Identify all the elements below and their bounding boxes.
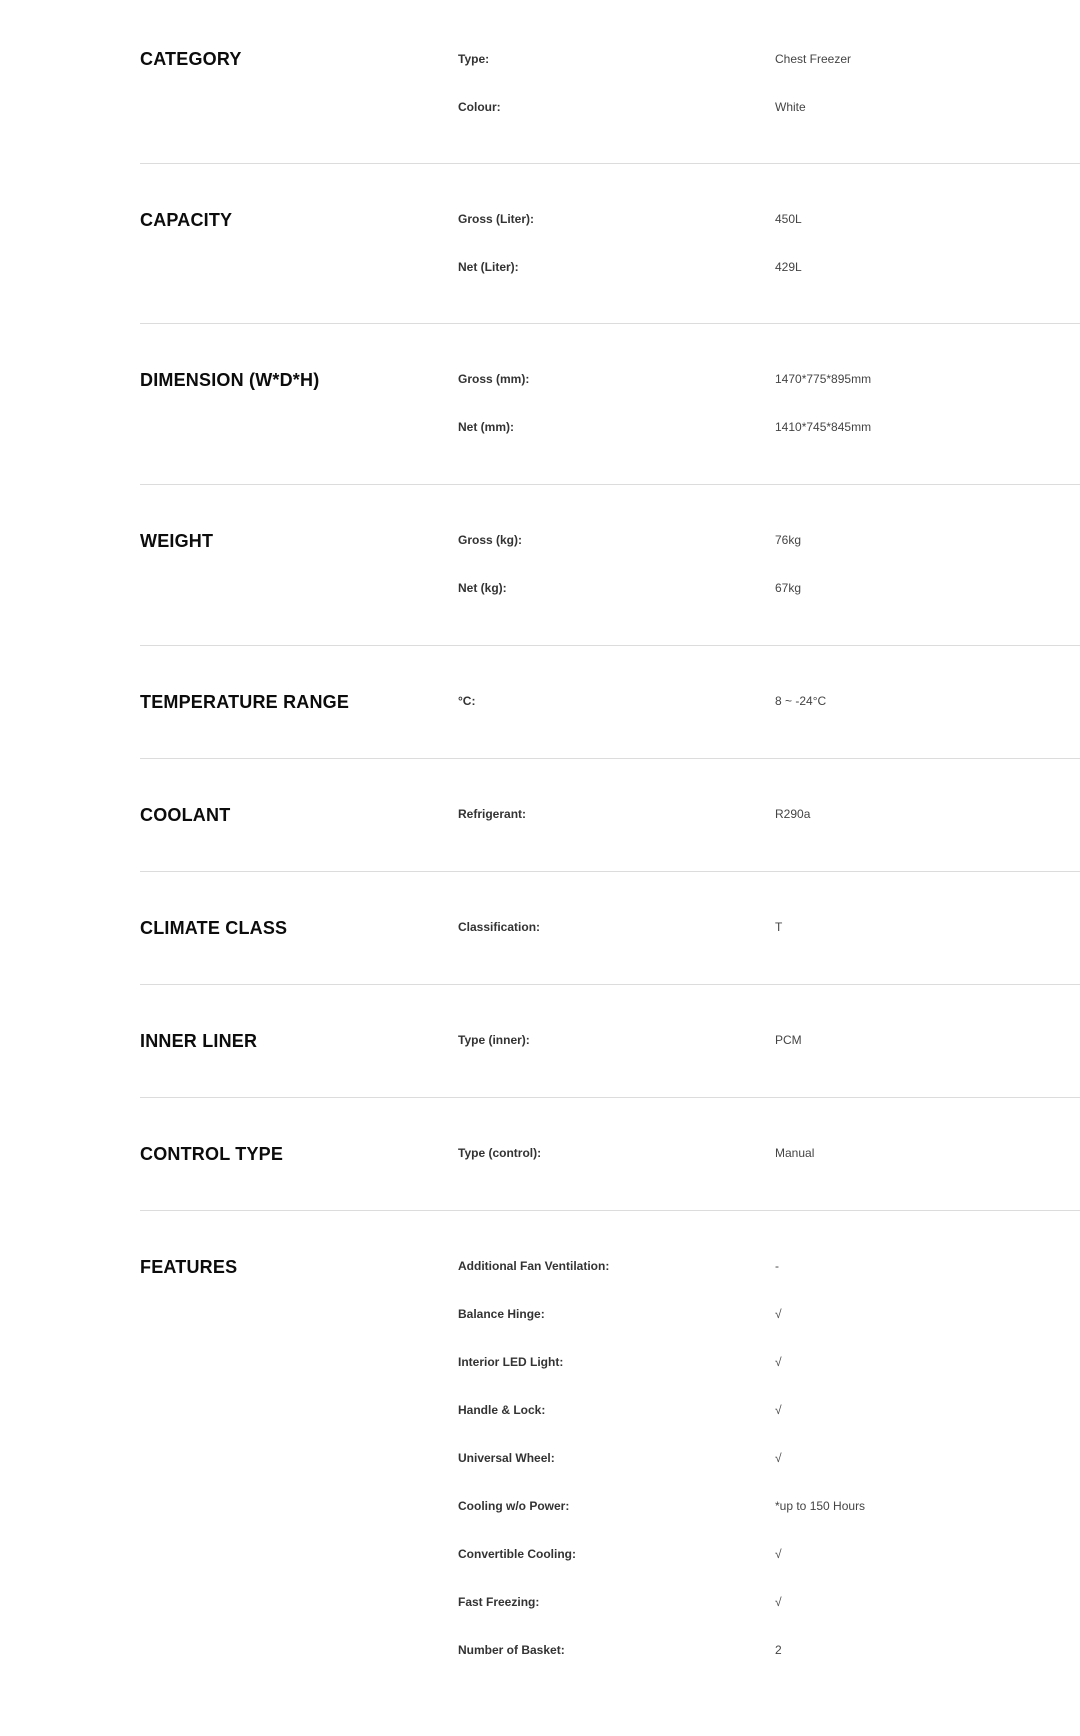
spec-value: 2 bbox=[775, 1643, 782, 1657]
spec-row bbox=[140, 49, 1080, 69]
spec-section-dimension bbox=[140, 324, 1080, 485]
section-title: COOLANT bbox=[140, 805, 231, 825]
spec-label: Universal Wheel: bbox=[458, 1451, 555, 1465]
spec-value: *up to 150 Hours bbox=[775, 1499, 866, 1513]
spec-row bbox=[140, 1544, 1080, 1564]
spec-label: Cooling w/o Power: bbox=[458, 1499, 570, 1513]
spec-row bbox=[140, 1448, 1080, 1468]
spec-section-features bbox=[140, 1211, 1080, 1736]
spec-label: Type (control): bbox=[458, 1146, 542, 1160]
spec-row bbox=[140, 369, 1080, 389]
spec-value: 67kg bbox=[775, 581, 802, 595]
spec-row bbox=[140, 1592, 1080, 1612]
spec-label: Colour: bbox=[458, 100, 501, 114]
spec-value: T bbox=[775, 920, 783, 934]
spec-section-climate-class bbox=[140, 872, 1080, 985]
spec-row bbox=[140, 257, 1080, 277]
section-title: INNER LINER bbox=[140, 1031, 258, 1051]
spec-label: Type: bbox=[458, 52, 490, 66]
spec-section-coolant bbox=[140, 759, 1080, 872]
spec-row bbox=[140, 917, 1080, 937]
spec-section-category bbox=[140, 0, 1080, 164]
spec-row bbox=[140, 417, 1080, 437]
spec-row bbox=[140, 578, 1080, 598]
spec-label: Additional Fan Ventilation: bbox=[458, 1259, 610, 1273]
spec-value: 450L bbox=[775, 212, 802, 226]
spec-row bbox=[140, 1030, 1080, 1050]
spec-row bbox=[140, 1256, 1080, 1276]
spec-value: 1470*775*895mm bbox=[775, 372, 872, 386]
spec-label: Balance Hinge: bbox=[458, 1307, 545, 1321]
spec-value: √ bbox=[775, 1451, 782, 1465]
section-title: DIMENSION (W*D*H) bbox=[140, 370, 320, 390]
spec-label: Type (inner): bbox=[458, 1033, 530, 1047]
spec-label: Net (Liter): bbox=[458, 260, 519, 274]
spec-label: Handle & Lock: bbox=[458, 1403, 546, 1417]
spec-value: 8 ~ -24°C bbox=[775, 694, 827, 708]
section-title: CAPACITY bbox=[140, 210, 233, 230]
section-title: CATEGORY bbox=[140, 49, 242, 69]
spec-value: PCM bbox=[775, 1033, 802, 1047]
spec-label: Classification: bbox=[458, 920, 541, 934]
spec-label: Fast Freezing: bbox=[458, 1595, 540, 1609]
section-title: CONTROL TYPE bbox=[140, 1144, 284, 1164]
spec-value: Manual bbox=[775, 1146, 815, 1160]
spec-row bbox=[140, 1400, 1080, 1420]
spec-value: Chest Freezer bbox=[775, 52, 852, 66]
spec-label: Interior LED Light: bbox=[458, 1355, 564, 1369]
spec-label: Refrigerant: bbox=[458, 807, 527, 821]
spec-label: Gross (Liter): bbox=[458, 212, 535, 226]
spec-row bbox=[140, 804, 1080, 824]
spec-row bbox=[140, 1640, 1080, 1660]
spec-section-capacity bbox=[140, 164, 1080, 324]
spec-value: √ bbox=[775, 1307, 782, 1321]
spec-label: Net (mm): bbox=[458, 420, 514, 434]
spec-section-inner-liner bbox=[140, 985, 1080, 1098]
spec-label: Number of Basket: bbox=[458, 1643, 565, 1657]
spec-label: Net (kg): bbox=[458, 581, 507, 595]
section-title: TEMPERATURE RANGE bbox=[140, 692, 350, 712]
spec-value: 429L bbox=[775, 260, 802, 274]
spec-value: R290a bbox=[775, 807, 811, 821]
spec-section-weight bbox=[140, 485, 1080, 646]
spec-row bbox=[140, 1304, 1080, 1324]
spec-section-temperature-range bbox=[140, 646, 1080, 759]
section-title: CLIMATE CLASS bbox=[140, 918, 288, 938]
spec-value: 1410*745*845mm bbox=[775, 420, 872, 434]
section-title: FEATURES bbox=[140, 1257, 238, 1277]
spec-value: - bbox=[775, 1259, 779, 1273]
spec-value: White bbox=[775, 100, 806, 114]
spec-row bbox=[140, 209, 1080, 229]
spec-row bbox=[140, 691, 1080, 711]
spec-value: √ bbox=[775, 1547, 782, 1561]
spec-value: √ bbox=[775, 1595, 782, 1609]
spec-value: 76kg bbox=[775, 533, 802, 547]
spec-value: √ bbox=[775, 1355, 782, 1369]
spec-row bbox=[140, 1496, 1080, 1516]
spec-label: Gross (kg): bbox=[458, 533, 523, 547]
spec-row bbox=[140, 1352, 1080, 1372]
spec-value: √ bbox=[775, 1403, 782, 1417]
spec-section-control-type bbox=[140, 1098, 1080, 1211]
spec-label: °C: bbox=[458, 694, 476, 708]
spec-row bbox=[140, 1143, 1080, 1163]
spec-label: Convertible Cooling: bbox=[458, 1547, 576, 1561]
spec-row bbox=[140, 97, 1080, 117]
spec-label: Gross (mm): bbox=[458, 372, 530, 386]
specification-table bbox=[140, 0, 1080, 1736]
spec-row bbox=[140, 530, 1080, 550]
section-title: WEIGHT bbox=[140, 531, 214, 551]
